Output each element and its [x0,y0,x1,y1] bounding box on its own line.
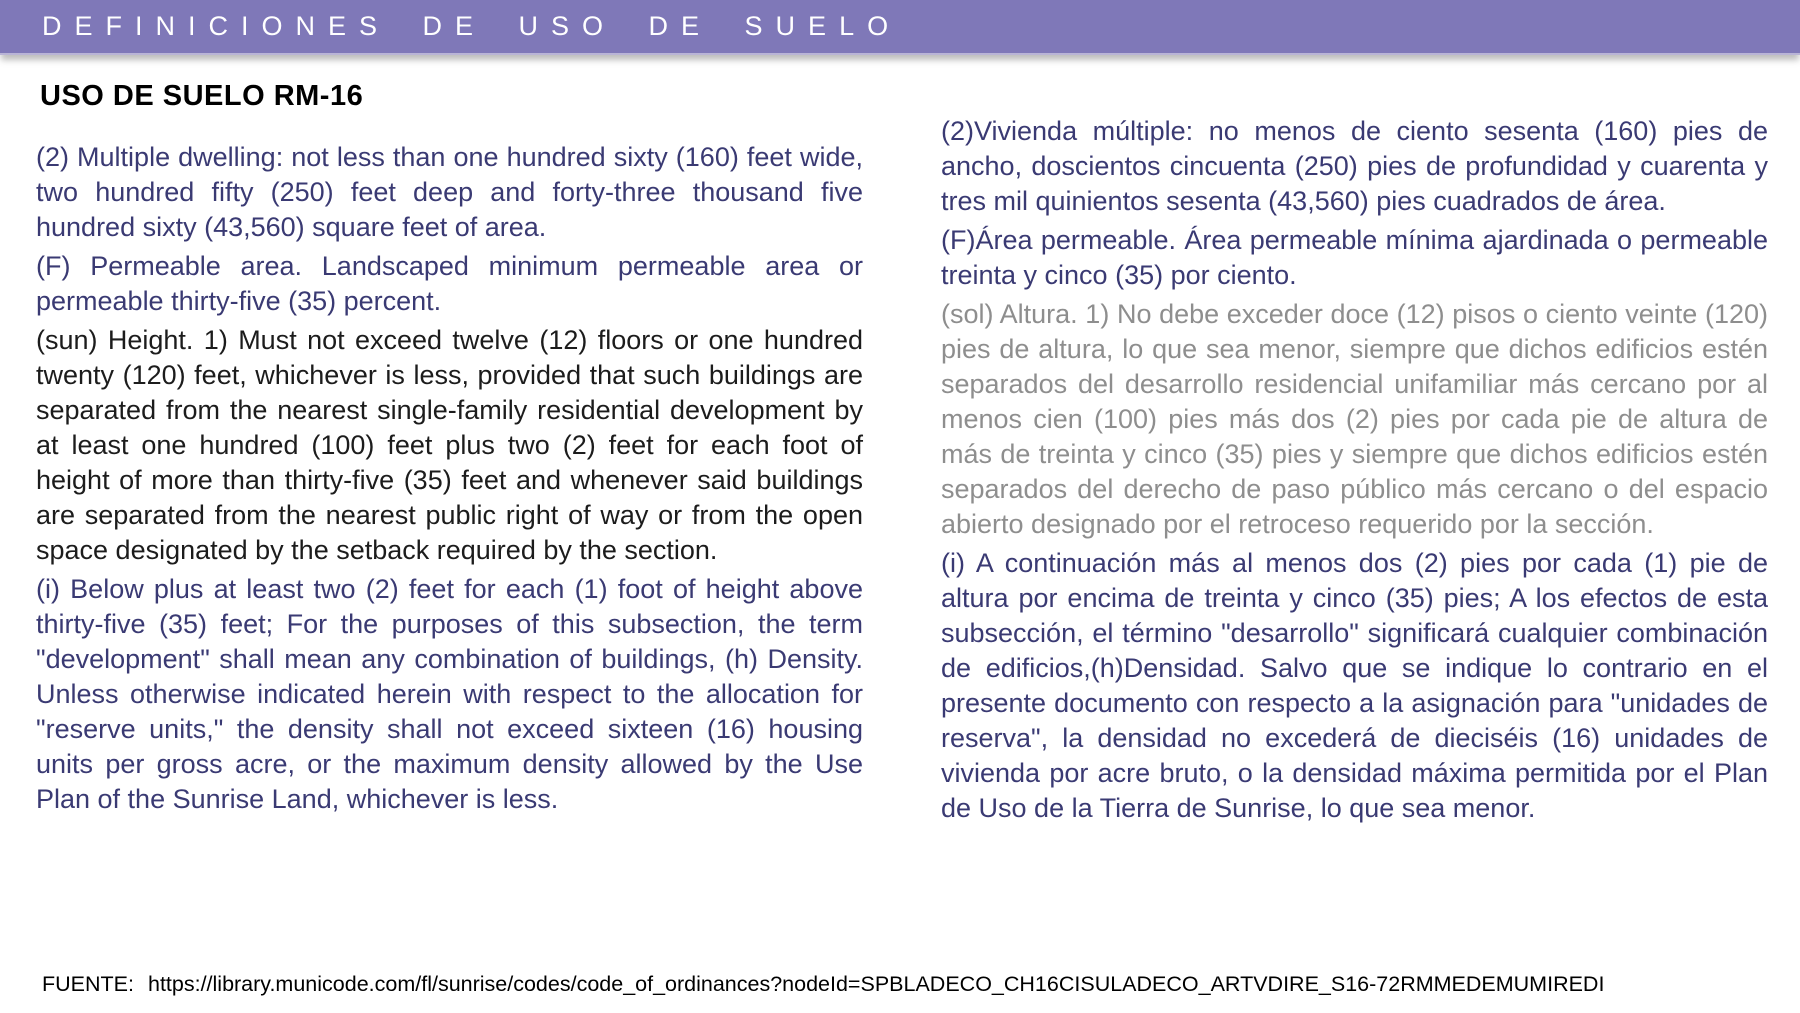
paragraph-en-height: (sun) Height. 1) Must not exceed twelve (12) floors or one hundred twenty (120) feet, whichever is less, provided that such buildings are separated from the nearest single-family residential development by at least one hundred (100) feet plus two (2) feet for each foot of height of more than thirty-five (35) feet and whenever said buildings are separated from the nearest public right of way or from the open space designated by the setback required by the section. [36,325,863,565]
paragraph-es-densidad: (i) A continuación más al menos dos (2) pies por cada (1) pie de altura por encima de treinta y cinco (35) pies; A los efectos de esta subsección, el término "desarrollo" significará cualquier combinación de edificios,(h)Densidad. Salvo que se indique lo contrario en el presente documento con respecto a la asignación para "unidades de reserva", la densidad no excederá de dieciséis (16) unidades de vivienda por acre bruto, o la densidad máxima permitida por el Plan de Uso de la Tierra de Sunrise, lo que sea menor. [941,548,1768,823]
source-url: https://library.municode.com/fl/sunrise/codes/code_of_ordinances?nodeId=SPBLADECO_CH16CISULADECO_ARTVDIRE_S16-72RMMEDEMUMIREDI [147,972,1605,996]
paragraph-es-area-permeable: (F)Área permeable. Área permeable mínima ajardinada o permeable treinta y cinco (35) por ciento. [941,225,1768,290]
paragraph-en-permeable-area: (F) Permeable area. Landscaped minimum permeable area or permeable thirty-five (35) percent. [36,251,863,316]
paragraph-en-multiple-dwelling: (2) Multiple dwelling: not less than one hundred sixty (160) feet wide, two hundred fifty (250) feet deep and forty-three thousand five hundred sixty (43,560) square feet of area. [36,142,863,242]
slide-header-title: DEFINICIONES DE USO DE SUELO [42,11,902,41]
source-label: FUENTE: [42,972,134,996]
content-columns [36,114,1768,830]
page-title: USO DE SUELO RM-16 [40,80,364,112]
slide-header-bar [0,0,1800,55]
source-footer [42,972,1604,997]
english-column [36,114,863,830]
spanish-column [941,114,1768,830]
paragraph-en-density: (i) Below plus at least two (2) feet for each (1) foot of height above thirty-five (35) feet; For the purposes of this subsection, the term "development" shall mean any combination of buildings, (h) Density. Unless otherwise indicated herein with respect to the allocation for "reserve units," the density shall not exceed sixteen (16) housing units per gross acre, or the maximum density allowed by the Use Plan of the Sunrise Land, whichever is less. [36,574,863,814]
paragraph-es-vivienda-multiple: (2)Vivienda múltiple: no menos de ciento sesenta (160) pies de ancho, doscientos cincuenta (250) pies de profundidad y cuarenta y tres mil quinientos sesenta (43,560) pies cuadrados de área. [941,116,1768,216]
paragraph-es-altura: (sol) Altura. 1) No debe exceder doce (12) pisos o ciento veinte (120) pies de altura, lo que sea menor, siempre que dichos edificios estén separados del desarrollo residencial unifamiliar más cercano por al menos cien (100) pies más dos (2) pies por cada pie de altura de más de treinta y cinco (35) pies y siempre que dichos edificios estén separados del derecho de paso público más cercano o del espacio abierto designado por el retroceso requerido por la sección. [941,299,1768,539]
